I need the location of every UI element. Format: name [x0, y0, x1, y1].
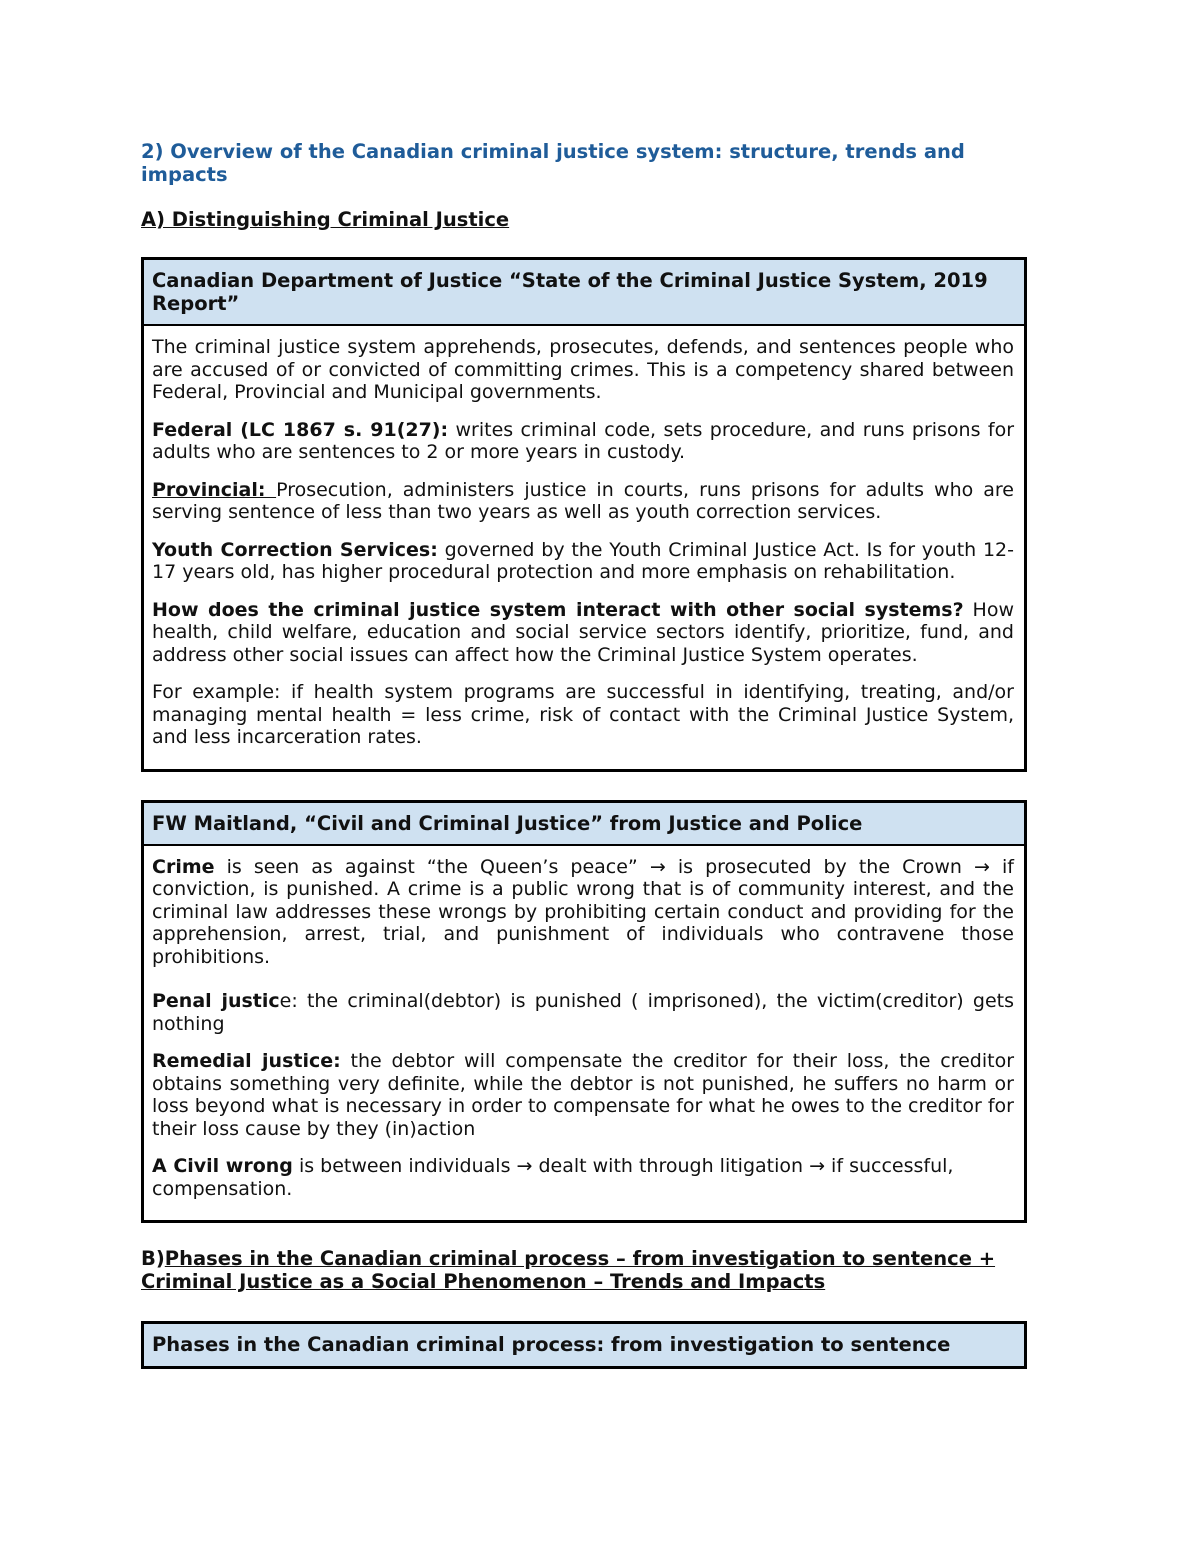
crime-text: is seen as against “the Queen’s peace” → is prosecuted by the Crown → if conviction, is punished. A crime is a public wrong that is of community interest, and the criminal law addresses these wrongs by prohibiting certain conduct and providing for the apprehension, arrest, trial, and punishment of individuals who contravene those prohibitions. [152, 855, 1014, 968]
civil-text: is between individuals → dealt with through litigation → if successful, compensation. [152, 1155, 954, 1200]
phases-title: Phases in the Canadian criminal process: from investigation to sentence [144, 1324, 1024, 1366]
subsection-a-heading: A) Distinguishing Criminal Justice [141, 208, 510, 231]
interaction-paragraph [152, 599, 1014, 667]
maitland-title: FW Maitland, “Civil and Criminal Justice” from Justice and Police [144, 803, 1024, 846]
page-content [141, 140, 1027, 1369]
doj-report-title: Canadian Department of Justice “State of the Criminal Justice System, 2019 Report” [144, 260, 1024, 326]
interaction-text: How health, child welfare, education and social service sectors identify, prioritize, fund, and address other social issues can affect how the Criminal Justice System operates. [152, 598, 1014, 666]
remedial-label: Remedial justice: [152, 1050, 341, 1072]
federal-text: writes criminal code, sets procedure, and runs prisons for adults who are sentences to 2 or more years in custody. [152, 418, 1015, 463]
section-title: 2) Overview of the Canadian criminal justice system: structure, trends and impacts [141, 140, 965, 186]
penal-text: e: the criminal(debtor) is punished ( imprisoned), the victim(creditor) gets nothing [152, 990, 1014, 1035]
penal-label: Penal justic [152, 990, 280, 1012]
intro-paragraph: The criminal justice system apprehends, prosecutes, defends, and sentences people who are accused of or convicted of committing crimes. This is a competency shared between Federal, Provincial and Municipal governments. [152, 336, 1014, 403]
penal-paragraph [152, 990, 1014, 1035]
youth-text: governed by the Youth Criminal Justice Act. Is for youth 12-17 years old, has higher procedural protection and more emphasis on rehabilitation. [152, 538, 1015, 583]
civil-label: A Civil wrong [152, 1155, 293, 1177]
maitland-box [141, 800, 1027, 1224]
crime-paragraph [152, 856, 1014, 969]
provincial-text: Prosecution, administers justice in courts, runs prisons for adults who are serving sentence of less than two years as well as youth correction services. [152, 478, 1014, 523]
doj-report-box [141, 257, 1027, 772]
crime-label: Crime [152, 855, 215, 878]
subsection-b-heading [141, 1247, 1027, 1293]
phases-box [141, 1321, 1027, 1369]
civil-paragraph [152, 1155, 1014, 1200]
remedial-text: the debtor will compensate the creditor for their loss, the creditor obtains something very definite, while the debtor is not punished, he suffers no harm or loss beyond what is necessary in order to compensate for what he owes to the creditor for their loss cause by they (in)action [152, 1050, 1015, 1140]
youth-paragraph [152, 539, 1014, 584]
youth-label: Youth Correction Services: [152, 538, 438, 561]
provincial-paragraph [152, 479, 1014, 524]
doj-report-body [144, 326, 1024, 769]
subsection-b-text: Phases in the Canadian criminal process – from investigation to sentence + Criminal Justice as a Social Phenomenon – Trends and Impacts [141, 1247, 996, 1293]
remedial-paragraph [152, 1050, 1014, 1140]
federal-paragraph [152, 419, 1014, 464]
interaction-label: How does the criminal justice system interact with other social systems? [152, 598, 964, 621]
provincial-label: Provincial: [152, 478, 277, 501]
maitland-body [144, 846, 1024, 1221]
federal-label: Federal (LC 1867 s. 91(27): [152, 418, 449, 441]
example-paragraph: For example: if health system programs are successful in identifying, treating, and/or managing mental health = less crime, risk of contact with the Criminal Justice System, and less incarceration rates. [152, 681, 1014, 748]
subsection-b-prefix: B) [141, 1247, 165, 1270]
